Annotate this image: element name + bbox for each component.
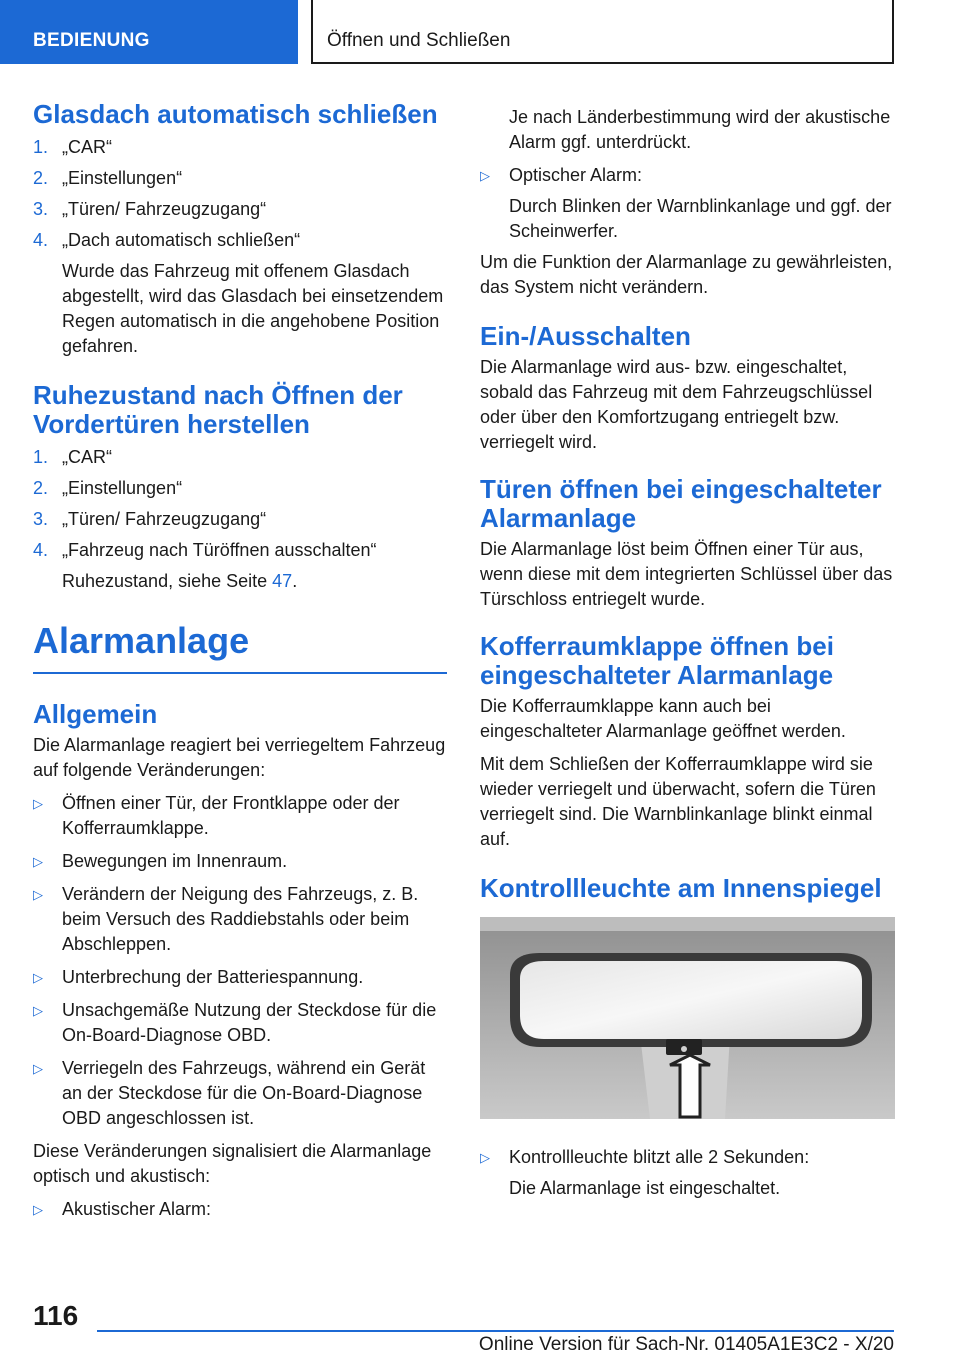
heading-einaus: Ein-/Ausschalten xyxy=(480,321,691,351)
mirror-illustration xyxy=(480,917,895,1119)
intro-text: Die Alarmanlage reagiert bei verriegeltem Fahrzeug auf folgende Veränderungen: xyxy=(33,735,446,780)
bullet-text: Optischer Alarm: xyxy=(509,165,643,185)
footer-rule xyxy=(97,1330,894,1332)
einaus-text: Die Alarmanlage wird aus- bzw. eingeschaltet, sobald das Fahrzeug mit dem Fahrzeugschlüssel oder über den Komfortzugang entriegelt bzw. verriegelt wird. xyxy=(480,357,873,452)
list-item xyxy=(33,998,447,1048)
page-number: 116 xyxy=(33,1300,79,1331)
bullet-text: Verriegeln des Fahrzeugs, während ein Gerät an der Steckdose für die On-Board-Diagnose OBD angeschlossen ist. xyxy=(62,1058,426,1128)
chapter-title: Öffnen und Schließen xyxy=(327,30,511,51)
step-note: Wurde das Fahrzeug mit offenem Glasdach abgestellt, wird das Glasdach bei einsetzendem Regen automatisch in die angehobene Position gefahren. xyxy=(62,261,444,356)
triangle-bullet-icon: ▷ xyxy=(33,854,43,869)
triangle-bullet-icon: ▷ xyxy=(33,1003,43,1018)
step-text: „CAR“ xyxy=(62,447,112,467)
heading-koffer: Kofferraumklappe öffnen bei eingeschalteter Alarmanlage xyxy=(480,631,834,690)
list-item xyxy=(33,1197,447,1222)
footer-text: Online Version für Sach-Nr. 01405A1E3C2 - X/20 xyxy=(478,1334,894,1355)
list-item xyxy=(33,135,447,160)
bullet-text: Öffnen einer Tür, der Frontklappe oder der Kofferraumklappe. xyxy=(62,793,400,838)
right-column xyxy=(480,105,896,1201)
step-number: 4. xyxy=(33,540,49,560)
bullet-text: Verändern der Neigung des Fahrzeugs, z. B. beim Versuch des Raddiebstahls oder beim Abschleppen. xyxy=(62,884,419,954)
step-text: „Türen/ Fahrzeugzugang“ xyxy=(62,509,267,529)
left-column xyxy=(33,100,447,1222)
koffer-text-2: Mit dem Schließen der Kofferraumklappe wird sie wieder verriegelt und überwacht, sofern die Türen verriegelt sind. Die Warnblinkanlage blinkt einmal auf. xyxy=(480,754,876,849)
step-number: 2. xyxy=(33,478,49,498)
optisch-note: Durch Blinken der Warnblinkanlage und ggf. der Scheinwerfer. xyxy=(509,196,892,241)
list-item xyxy=(33,197,447,222)
triangle-bullet-icon: ▷ xyxy=(480,168,490,183)
step-number: 1. xyxy=(33,137,49,157)
list-item xyxy=(33,538,447,563)
section-label: BEDIENUNG xyxy=(33,30,150,51)
triangle-bullet-icon: ▷ xyxy=(33,1202,43,1217)
step-text: „Türen/ Fahrzeugzugang“ xyxy=(62,199,267,219)
bullet-text: Bewegungen im Innenraum. xyxy=(62,851,288,871)
step-text: „Einstellungen“ xyxy=(62,168,183,188)
page-link[interactable]: 47 xyxy=(272,571,293,591)
list-item xyxy=(33,882,447,957)
step-number: 1. xyxy=(33,447,49,467)
mirror-image xyxy=(480,917,895,1119)
list-item xyxy=(33,1056,447,1131)
step-text: „Dach automatisch schließen“ xyxy=(62,230,301,250)
funktion-text: Um die Funktion der Alarmanlage zu gewährleisten, das System nicht verändern. xyxy=(480,252,893,297)
signal-text: Diese Veränderungen signalisiert die Alarmanlage optisch und akustisch: xyxy=(33,1141,432,1186)
heading-alarmanlage: Alarmanlage xyxy=(33,620,250,661)
list-item xyxy=(33,791,447,841)
step-note xyxy=(33,569,447,594)
list-item xyxy=(33,507,447,532)
bullet-text: Kontrollleuchte blitzt alle 2 Sekunden: xyxy=(509,1147,810,1167)
triangle-bullet-icon: ▷ xyxy=(480,1150,490,1165)
list-item xyxy=(480,1145,896,1170)
akustisch-note: Je nach Länderbestimmung wird der akustische Alarm ggf. unterdrückt. xyxy=(509,107,891,152)
heading-tueren: Türen öffnen bei eingeschalteter Alarmanlage xyxy=(480,474,882,533)
triangle-bullet-icon: ▷ xyxy=(33,1061,43,1076)
list-item xyxy=(33,965,447,990)
step-text: „Einstellungen“ xyxy=(62,478,183,498)
step-number: 2. xyxy=(33,168,49,188)
chapter-header xyxy=(311,0,894,64)
triangle-bullet-icon: ▷ xyxy=(33,970,43,985)
triangle-bullet-icon: ▷ xyxy=(33,796,43,811)
list-item xyxy=(480,163,896,188)
note-end: . xyxy=(292,571,298,591)
heading-ruhezustand: Ruhezustand nach Öffnen der Vordertüren herstellen xyxy=(33,380,403,439)
heading-rule xyxy=(33,672,447,674)
step-text: „Fahrzeug nach Türöffnen ausschalten“ xyxy=(62,540,377,560)
note-text: Ruhezustand, siehe Seite xyxy=(62,571,268,591)
kontroll-note: Die Alarmanlage ist eingeschaltet. xyxy=(509,1178,781,1198)
list-item xyxy=(33,445,447,470)
section-tab xyxy=(0,0,298,64)
step-number: 3. xyxy=(33,199,49,219)
list-item xyxy=(33,476,447,501)
koffer-text-1: Die Kofferraumklappe kann auch bei eingeschalteter Alarmanlage geöffnet werden. xyxy=(480,696,846,741)
bullet-text: Unsachgemäße Nutzung der Steckdose für die On-Board-Diagnose OBD. xyxy=(62,1000,437,1045)
heading-kontroll: Kontrollleuchte am Innenspiegel xyxy=(480,873,882,903)
heading-glasdach: Glasdach automatisch schließen xyxy=(33,99,438,129)
list-item xyxy=(33,849,447,874)
heading-allgemein: Allgemein xyxy=(33,699,158,729)
step-text: „CAR“ xyxy=(62,137,112,157)
triangle-bullet-icon: ▷ xyxy=(33,887,43,902)
bullet-text: Akustischer Alarm: xyxy=(62,1199,212,1219)
bullet-text: Unterbrechung der Batteriespannung. xyxy=(62,967,364,987)
step-number: 4. xyxy=(33,230,49,250)
list-item xyxy=(33,228,447,253)
list-item xyxy=(33,166,447,191)
step-number: 3. xyxy=(33,509,49,529)
tueren-text: Die Alarmanlage löst beim Öffnen einer Tür aus, wenn diese mit dem integrierten Schlüssel über das Türschloss entriegelt wurde. xyxy=(480,539,893,609)
